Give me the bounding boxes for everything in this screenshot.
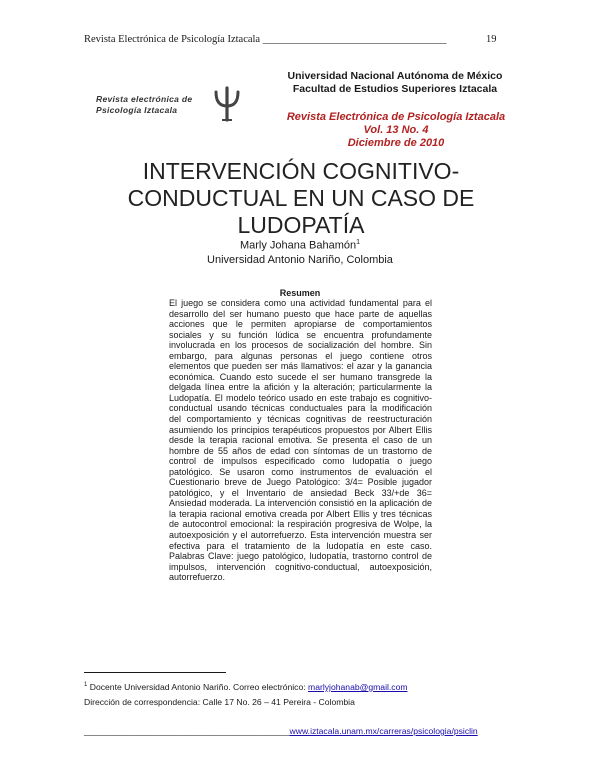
journal-info — [254, 111, 538, 150]
author — [150, 239, 450, 252]
title-line-2: CONDUCTUAL EN UN CASO DE — [127, 185, 475, 211]
logo-text-line-1: Revista electrónica de — [96, 94, 193, 104]
footnote-text: Docente Universidad Antonio Nariño. Correo electrónico: — [87, 682, 309, 692]
page-footer — [84, 726, 478, 736]
footer-rule: ___________________________________________ — [84, 726, 290, 736]
journal-date: Diciembre de 2010 — [347, 137, 445, 149]
abstract-body — [169, 298, 432, 583]
faculty-name: Facultad de Estudios Superiores Iztacala — [292, 83, 498, 95]
running-head: Revista Electrónica de Psicología Iztacala ___________________________________ — [84, 34, 447, 45]
keywords: Palabras Clave: juego patológico, ludopatía, trastorno control de impulsos, intervención cognitivo-conductual, autoexposición, autorrefuerzo. — [169, 551, 432, 583]
footnote-1 — [84, 682, 408, 692]
university-name: Universidad Nacional Autónoma de México — [287, 70, 503, 82]
title-line-3: LUDOPATÍA — [237, 212, 365, 238]
footnote-divider — [84, 672, 226, 673]
abstract-heading: Resumen — [279, 288, 321, 298]
abstract-text: El juego se considera como una actividad fundamental para el desarrollo del ser humano puesto que hace parte de aquellas acciones que le permiten apropiarse de comportamientos sociales y su función lúdica se encuentra profundamente involucrada en los procesos de socialización del hombre. Sin embargo, para algunas personas el juego contiene otros elementos que pueden ser más llamativos: el azar y la ganancia económica. Cuando esto sucede el ser humano transgrede la delgada línea entre la afición y la alteración; particularmente la Ludopatía. El modelo teórico usado en este trabajo es cognitivo-conductual usando técnicas conductuales para la modificación del comportamiento y técnicas cognitivas de reestructuración asumiendo los principios terapéuticos propuestos por Albert Ellis desde la terapia racional emotiva. Se presenta el caso de un hombre de 55 años de edad con síntomas de un trastorno de control de impulsos especificado como ludopatía o juego patológico. Se usaron como instrumentos de evaluación el Cuestionario breve de Juego Patológico: 3/4= Posible jugador patológico, y el Inventario de ansiedad Beck 33/+de 36= Ansiedad moderada. La intervención consistió en la aplicación de la terapia racional emotiva creada por Albert Ellis y tres técnicas de autocontrol emocional: la respiración progresiva de Wolpe, la autoexposición y el autorrefuerzo. Esta intervención muestra ser efectiva para el tratamiento de la ludopatía en este caso. — [169, 298, 432, 551]
page-number: 19 — [486, 34, 497, 45]
author-name: Marly Johana Bahamón — [239, 239, 357, 252]
journal-name: Revista Electrónica de Psicología Iztacala — [286, 111, 506, 123]
footnote-mark: 1 — [84, 682, 88, 689]
article-title — [96, 158, 506, 239]
logo-text-line-2: Psicología Iztacala — [96, 105, 178, 115]
footnote-email-link[interactable]: marlyjohanab@gmail.com — [308, 682, 408, 692]
journal-volume: Vol. 13 No. 4 — [363, 124, 429, 136]
affiliation: Universidad Antonio Nariño, Colombia — [207, 254, 393, 266]
author-footnote-mark: 1 — [356, 239, 361, 246]
title-line-1: INTERVENCIÓN COGNITIVO- — [142, 158, 460, 184]
footnote-2: Dirección de correspondencia: Calle 17 No. 26 – 41 Pereira - Colombia — [84, 697, 355, 707]
footer-url-link[interactable]: www.iztacala.unam.mx/carreras/psicologia/psiclin — [289, 726, 478, 736]
institution-block — [270, 70, 520, 96]
psi-logo-icon — [212, 86, 242, 122]
journal-logo-text — [96, 94, 192, 116]
